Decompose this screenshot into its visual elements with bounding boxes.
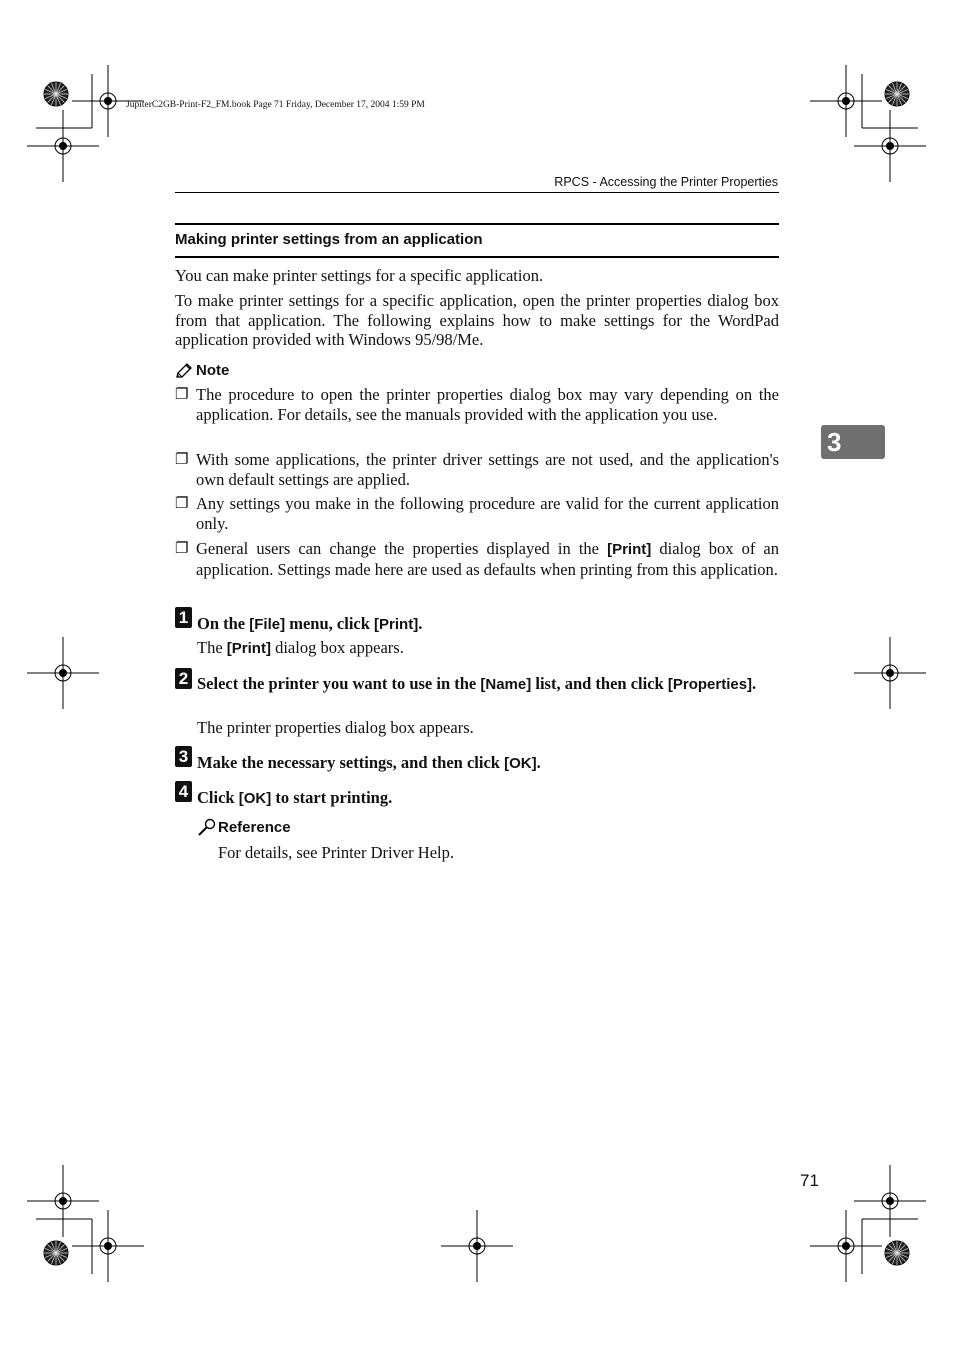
step-instruction: Select the printer you want to use in the [Name] list, and then click [Properties]. <box>197 674 757 693</box>
reference-text: For details, see Printer Driver Help. <box>218 843 454 862</box>
section-bottom-rule <box>175 256 779 258</box>
checkbox-bullet-icon: ❐ <box>175 450 189 468</box>
note-item-text: The procedure to open the printer properties dialog box may vary depending on the application. For details, see the manuals provided with the application you use. <box>196 385 779 424</box>
step-number: 1 <box>175 607 192 628</box>
keyword-properties: [Properties] <box>667 676 753 693</box>
keyword-ok: [OK] <box>504 755 537 772</box>
step-instruction: Make the necessary settings, and then click [OK]. <box>197 753 541 772</box>
keyword-ok: [OK] <box>238 790 272 807</box>
step-result: The printer properties dialog box appears. <box>197 718 474 737</box>
keyword-name: [Name] <box>480 676 532 693</box>
section-title: Making printer settings from an application <box>175 231 483 248</box>
checkbox-bullet-icon: ❐ <box>175 385 189 403</box>
header-rule <box>175 192 779 193</box>
note-item-text: Any settings you make in the following procedure are valid for the current application only. <box>196 494 779 533</box>
step-number: 4 <box>175 781 192 802</box>
section-top-rule <box>175 223 779 225</box>
step-number: 2 <box>175 668 192 689</box>
note-item <box>175 385 779 424</box>
magnifier-icon <box>197 818 217 836</box>
step-instruction: On the [File] menu, click [Print]. <box>197 614 423 633</box>
note-heading <box>175 362 229 379</box>
step-instruction: Click [OK] to start printing. <box>197 788 393 807</box>
intro-paragraph-1: You can make printer settings for a specific application. <box>175 266 544 285</box>
checkbox-bullet-icon: ❐ <box>175 494 189 512</box>
intro-paragraph-2: To make printer settings for a specific application, open the printer properties dialog box from that application. The following explains how to make settings for the WordPad application provided with Windows 95/98/Me. <box>175 291 779 350</box>
running-header: RPCS - Accessing the Printer Properties <box>554 175 778 189</box>
keyword-file: [File] <box>249 616 286 633</box>
keyword-print: [Print] <box>607 541 652 558</box>
note-item-text: General users can change the properties displayed in the [Print] dialog box of an application. Settings made here are used as defaults when printing from this application. <box>196 539 780 579</box>
note-item-text: With some applications, the printer driver settings are not used, and the application's own default settings are applied. <box>196 450 779 489</box>
note-item <box>175 494 779 533</box>
note-heading-label: Note <box>196 362 230 379</box>
reference-heading <box>197 818 291 836</box>
note-item <box>175 450 779 489</box>
reference-heading-label: Reference <box>218 818 291 836</box>
chapter-tab: 3 <box>821 425 885 459</box>
keyword-print: [Print] <box>226 640 271 657</box>
pencil-icon <box>175 363 193 379</box>
page-number: 71 <box>800 1171 819 1190</box>
checkbox-bullet-icon: ❐ <box>175 539 189 557</box>
note-item <box>175 539 779 579</box>
book-info: JupiterC2GB-Print-F2_FM.book Page 71 Friday, December 17, 2004 1:59 PM <box>126 100 425 110</box>
step-number: 3 <box>175 746 192 767</box>
step-result: The [Print] dialog box appears. <box>197 638 404 657</box>
keyword-print: [Print] <box>374 616 419 633</box>
